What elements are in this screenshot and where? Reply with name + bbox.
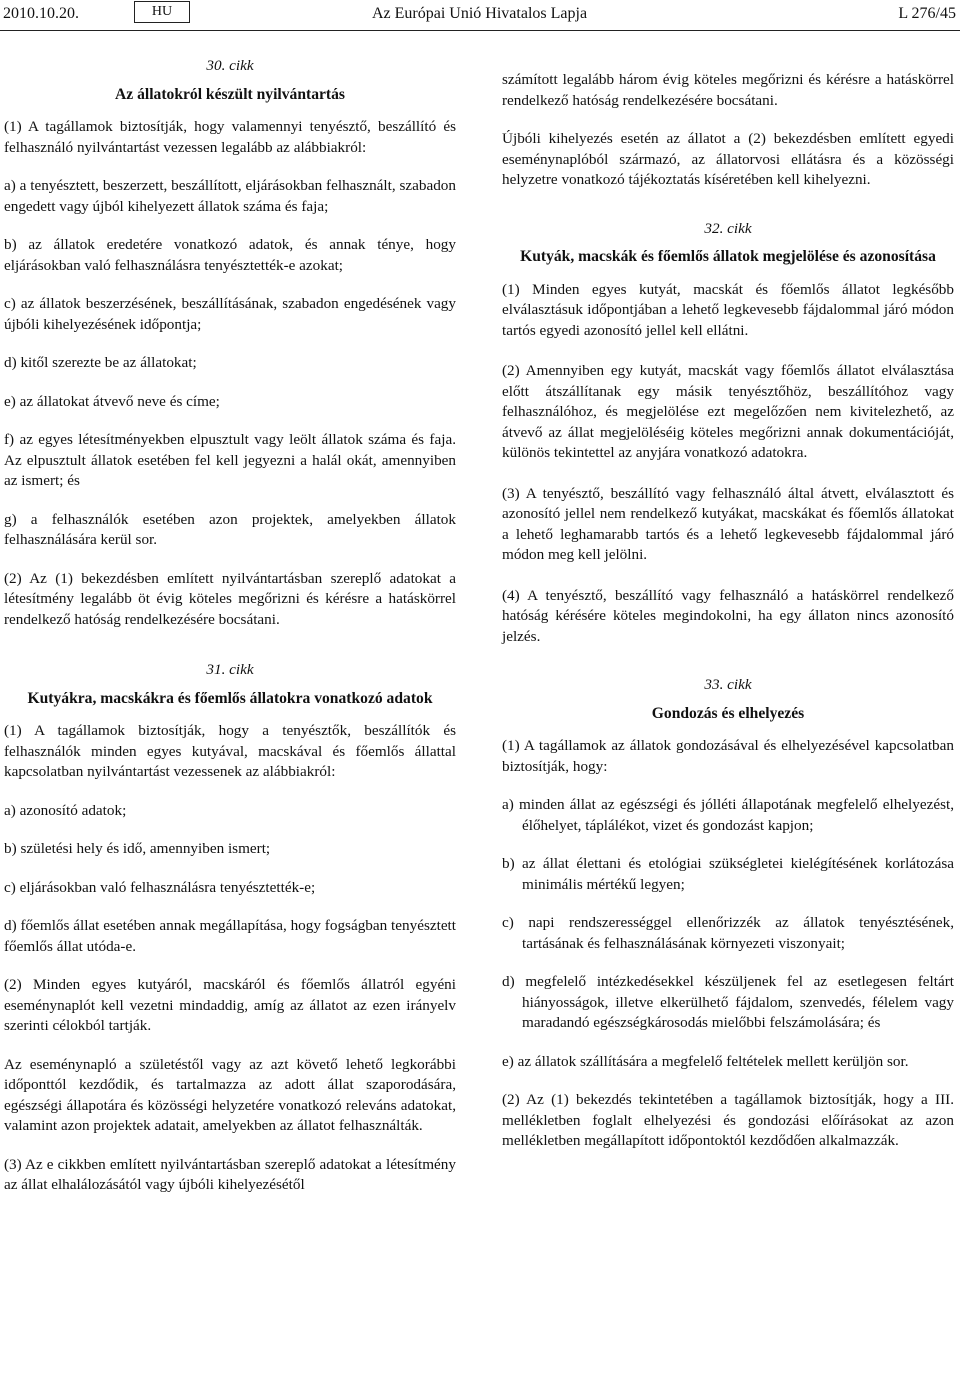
page-header (0, 0, 960, 30)
paragraph: (1) A tagállamok az állatok gondozásával és elhelyezésével kapcsolatban biztosítják, hogy: (502, 737, 954, 775)
article-title: Kutyák, macskák és főemlős állatok megjelölése és azonosítása (520, 248, 936, 265)
paragraph: a) azonosító adatok; (4, 801, 127, 819)
paragraph: Az eseménynapló a születéstől vagy az azt követő lehető legkorábbi időponttól kezdődik, és tartalmazza az adott állat szaporodására, egészségi állapotára és közösségi helyzetére vonatkozó releváns adatokat, valamint azon projektek adatait, amelyekben az állatot felhasználták. (4, 1055, 456, 1134)
paragraph: (2) Az (1) bekezdés tekintetében a tagállamok biztosítják, hogy a III. mellékletben foglalt elhelyezési és gondozási előírásokat az azon mellékletben megállapított időpontoktól kezdődően alkalmazzák. (502, 1091, 954, 1149)
list-item: a) minden állat az egészségi és jólléti állapotának megfelelő elhelyezést, élőhelyet, táplálékot, vizet és gondozást kapjon; (502, 796, 954, 834)
journal-title: Az Európai Unió Hivatalos Lapja (372, 5, 588, 22)
paragraph: (4) A tenyésztő, beszállító vagy felhasználó a hatáskörrel rendelkező hatóság kérésére köteles megindokolni, ha egy állaton nincs azonosító jelzés. (502, 586, 954, 645)
paragraph: d) főemlős állat esetében annak megállapítása, hogy fogságban tenyésztett főemlős állat utóda-e. (4, 917, 456, 955)
paragraph: b) születési hely és idő, amennyiben ismert; (4, 840, 271, 857)
paragraph: számított legalább három évig köteles megőrizni és kérésre a hatáskörrel rendelkező hatóság rendelkezésére bocsátani. (502, 71, 954, 109)
paragraph: (3) Az e cikkben említett nyilvántartásban szereplő adatokat a létesítmény az állat elhalálozásától vagy újbóli kihelyezésétől (4, 1155, 456, 1193)
paragraph: a) a tenyésztett, beszerzett, beszállított, eljárásokban felhasznált, szabadon engedett vagy újból kihelyezett állatok száma és faja; (4, 177, 456, 215)
list-item: d) megfelelő intézkedésekkel készüljenek fel az esetlegesen feltárt hiányosságok, illetve elkerülhető fájdalom, szenvedés, félelem vagy maradandó egészségkárosodás mielőbbi felszámolására; és (502, 973, 954, 1031)
paragraph: (1) A tagállamok biztosítják, hogy valamennyi tenyésztő, beszállító és felhasználó nyilvántartást vezessen legalább az alábbiakról: (4, 118, 456, 156)
paragraph: c) az állatok beszerzésének, beszállításának, szabadon engedésének vagy újbóli kihelyezésének időpontja; (4, 295, 456, 333)
paragraph: c) eljárásokban való felhasználásra tenyésztették-e; (4, 878, 316, 896)
paragraph: (2) Az (1) bekezdésben említett nyilvántartásban szereplő adatokat a létesítmény legalább öt évig köteles megőrizni és kérésre a hatáskörrel rendelkező hatóság rendelkezésére bocsátani. (4, 569, 456, 628)
list-item: e) az állatok szállítására a megfelelő feltételek mellett kerüljön sor. (502, 1052, 909, 1070)
paragraph: g) a felhasználók esetében azon projektek, amelyekben állatok felhasználására kerül sor. (4, 510, 456, 548)
article-number: 31. cikk (206, 661, 254, 678)
article-title: Gondozás és elhelyezés (651, 704, 805, 722)
paragraph: (1) Minden egyes kutyát, macskát és főemlős állatot legkésőbb elválasztásuk időpontjában a lehető legkevesebb fájdalommal járó módon tartós egyedi azonosító jellel kell ellátni. (502, 280, 954, 339)
paragraph: b) az állatok eredetére vonatkozó adatok, és annak ténye, hogy eljárásokban való felhasználásra tenyésztették-e azokat; (4, 236, 456, 274)
right-column (502, 70, 954, 1152)
article-number: 33. cikk (704, 676, 752, 693)
list-item: b) az állat élettani és etológiai szükségletei kielégítésének korlátozása minimális mértékű legyen; (502, 855, 954, 893)
header-rule (0, 30, 960, 31)
paragraph: e) az állatokat átvevő neve és címe; (4, 392, 220, 410)
article-number: 30. cikk (206, 57, 254, 74)
paragraph: (2) Amennyiben egy kutyát, macskát vagy főemlős állatot elválasztása előtt átszállítanak egy másik tenyésztőhöz, beszállítóhoz vagy felhasználóhoz, és megjelölése ezt megelőzően nem kivitelezhető, az átvevő az állat megjelöléséig köteles megőrizni annak dokumentációját, különös tekintettel az anyjára vonatkozó adatokra. (502, 362, 954, 461)
article-title: Kutyákra, macskákra és főemlős állatokra vonatkozó adatok (27, 689, 433, 707)
publication-date: 2010.10.20. (3, 5, 79, 22)
paragraph: d) kitől szerezte be az állatokat; (4, 354, 197, 371)
paragraph: (3) A tenyésztő, beszállító vagy felhasználó által átvett, elválasztott és azonosító jellel nem rendelkező kutyákat, macskákat és főemlős állatokat a lehető leghamarabb tartós és a lehető legkevesebb fájdalommal járó módon meg kell jelölni. (502, 484, 954, 563)
paragraph: f) az egyes létesítményekben elpusztult vagy leölt állatok száma és faja. Az elpusztult állatok esetében fel kell jegyezni a halál okát, amennyiben az ismert; és (4, 431, 456, 489)
paragraph: (2) Minden egyes kutyáról, macskáról és főemlős állatról egyéni eseménynaplót kell vezetni mindaddig, amíg az állatot az ezen irányelv szerinti célokból tartják. (4, 976, 456, 1034)
left-column (4, 56, 456, 1196)
paragraph: (1) A tagállamok biztosítják, hogy a tenyésztők, beszállítók és felhasználók minden egyes kutyával, macskával és főemlős állattal kapcsolatban nyilvántartást vezessenek az alábbiakról: (4, 722, 456, 780)
page-number: L 276/45 (898, 5, 956, 22)
list-item: c) napi rendszerességgel ellenőrizzék az állatok tenyésztésének, tartásának és felhasználásának környezeti viszonyait; (502, 914, 954, 952)
article-title: Az állatokról készült nyilvántartás (114, 85, 345, 103)
paragraph: Újbóli kihelyezés esetén az állatot a (2) bekezdésben említett egyedi eseménynaplóból származó, az állatorvosi ellátásra és a közösségi helyzetre vonatkozó tájékoztatás kíséretében kell kihelyezni. (502, 130, 954, 188)
language-badge: HU (134, 1, 190, 23)
article-number: 32. cikk (704, 219, 752, 237)
